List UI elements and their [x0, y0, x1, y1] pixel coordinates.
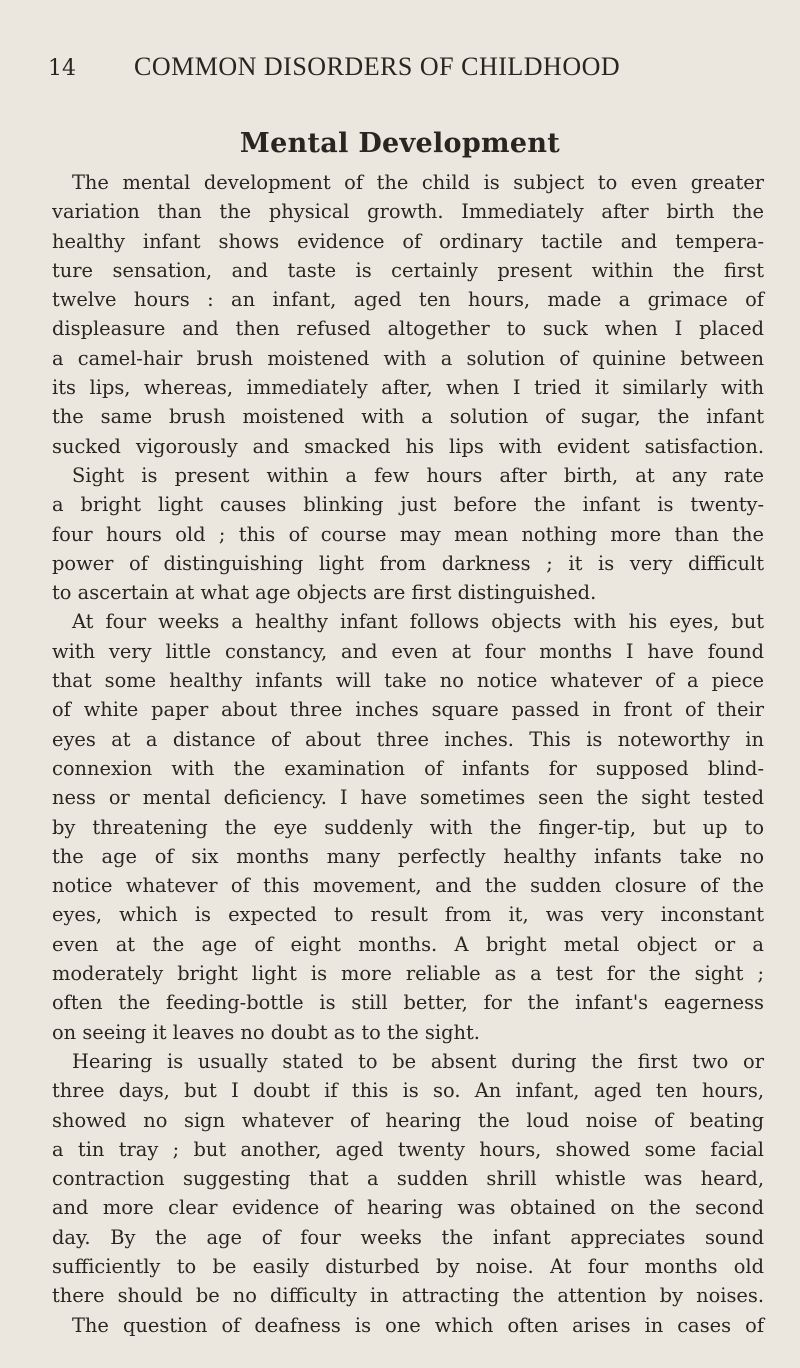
text-line: showed no sign whatever of hearing the loud noise of beating	[52, 1108, 764, 1132]
text-line: a camel-hair brush moistened with a solution of quinine between	[52, 346, 764, 370]
text-line: even at the age of eight months. A bright metal object or a	[52, 932, 764, 956]
text-line: by threatening the eye suddenly with the finger-tip, but up to	[52, 815, 764, 839]
text-line: healthy infant shows evidence of ordinary tactile and tempera-	[52, 229, 764, 253]
text-line: notice whatever of this movement, and the sudden closure of the	[52, 874, 764, 898]
text-line: twelve hours : an infant, aged ten hours, made a grimace of	[52, 288, 764, 312]
body-text	[52, 168, 764, 1340]
text-line: moderately bright light is more reliable as a test for the sight ;	[52, 962, 764, 986]
text-line: day. By the age of four weeks the infant appreciates sound	[52, 1225, 764, 1249]
text-line: that some healthy infants will take no notice whatever of a piece	[52, 669, 764, 693]
text-line: ness or mental deficiency. I have sometimes seen the sight tested	[52, 786, 764, 810]
text-line: the age of six months many perfectly healthy infants take no	[52, 844, 764, 868]
text-line: ture sensation, and taste is certainly present within the first	[52, 258, 764, 282]
text-line: Hearing is usually stated to be absent during the first two or	[72, 1049, 764, 1073]
text-line: on seeing it leaves no doubt as to the sight.	[52, 1020, 480, 1044]
text-line: four hours old ; this of course may mean nothing more than the	[52, 522, 764, 546]
text-line: eyes at a distance of about three inches. This is noteworthy in	[52, 727, 764, 751]
text-line: Sight is present within a few hours after birth, at any rate	[72, 463, 764, 487]
text-line: a tin tray ; but another, aged twenty hours, showed some facial	[52, 1137, 764, 1161]
page-number: 14	[48, 56, 76, 81]
text-line: its lips, whereas, immediately after, when I tried it similarly with	[52, 376, 764, 400]
running-title: COMMON DISORDERS OF CHILDHOOD	[134, 52, 621, 81]
text-line: often the feeding-bottle is still better, for the infant's eagerness	[52, 991, 764, 1015]
text-line: to ascertain at what age objects are first distinguished.	[52, 581, 597, 605]
text-line: contraction suggesting that a sudden shrill whistle was heard,	[52, 1167, 764, 1191]
text-line: and more clear evidence of hearing was obtained on the second	[52, 1196, 764, 1220]
text-line: displeasure and then refused altogether to suck when I placed	[52, 317, 764, 341]
text-line: sufficiently to be easily disturbed by noise. At four months old	[52, 1254, 764, 1278]
text-line: At four weeks a healthy infant follows objects with his eyes, but	[72, 610, 764, 634]
text-line: with very little constancy, and even at four months I have found	[52, 639, 764, 663]
text-line: eyes, which is expected to result from it, was very inconstant	[52, 903, 764, 927]
text-line: there should be no difficulty in attracting the attention by noises.	[52, 1284, 764, 1308]
text-line: a bright light causes blinking just before the infant is twenty-	[52, 493, 764, 517]
text-line: connexion with the examination of infants for supposed blind-	[52, 756, 764, 780]
running-head	[48, 52, 758, 92]
text-line: the same brush moistened with a solution of sugar, the infant	[52, 405, 764, 429]
text-line: power of distinguishing light from darkness ; it is very difficult	[52, 551, 764, 575]
text-line: sucked vigorously and smacked his lips with evident satisfaction.	[52, 434, 764, 458]
text-line: variation than the physical growth. Immediately after birth the	[52, 200, 764, 224]
text-line: of white paper about three inches square passed in front of their	[52, 698, 764, 722]
text-line: The question of deafness is one which often arises in cases of	[72, 1313, 764, 1337]
text-line: three days, but I doubt if this is so. An infant, aged ten hours,	[52, 1079, 764, 1103]
text-line: The mental development of the child is subject to even greater	[72, 171, 764, 194]
section-title: Mental Development	[239, 128, 561, 159]
